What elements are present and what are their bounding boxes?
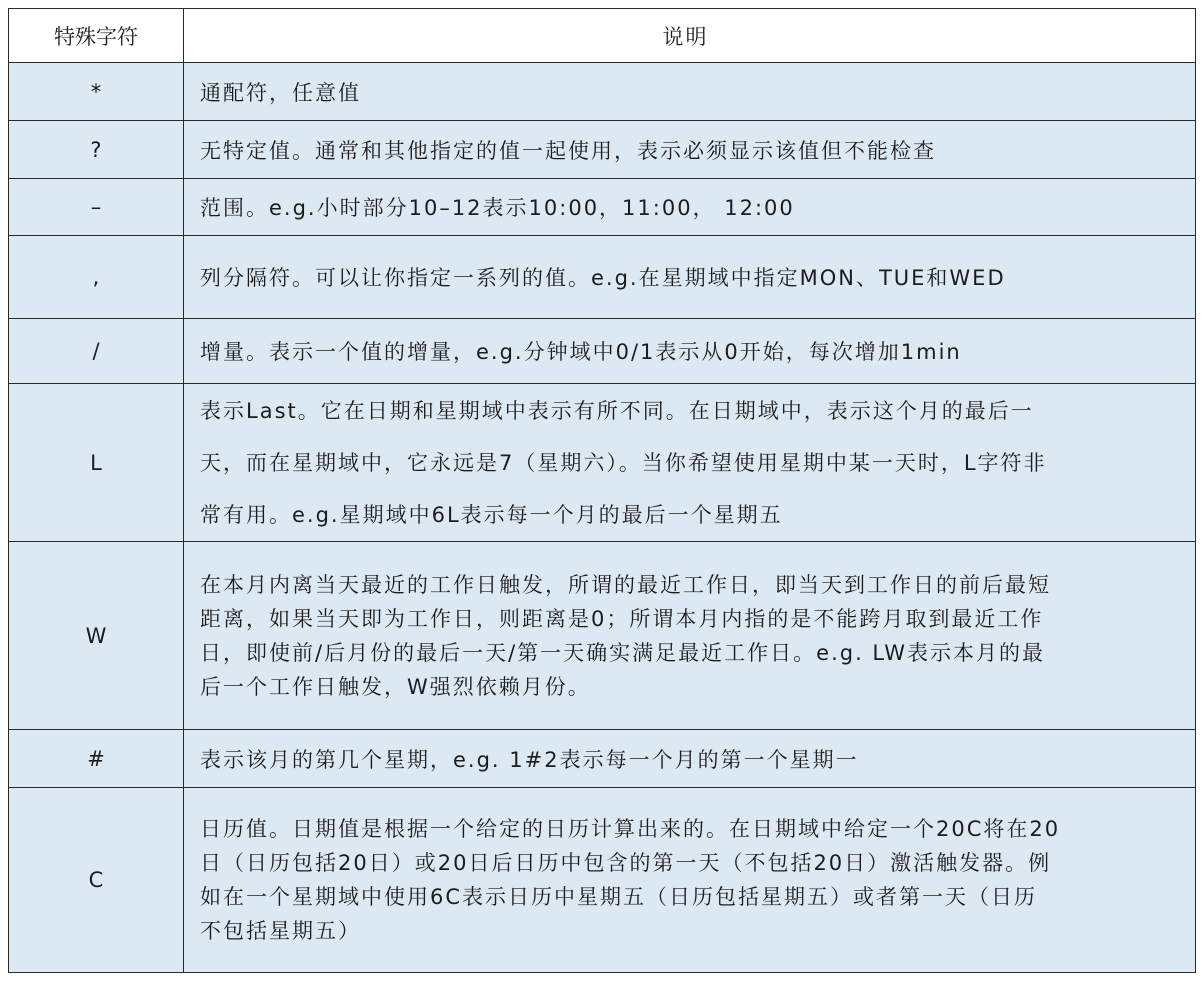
symbol-cell: /: [9, 319, 184, 383]
description-cell: [184, 179, 1195, 235]
description-cell: [184, 121, 1195, 178]
description-line: 列分隔符。可以让你指定一系列的值。e.g.在星期域中指定MON、TUE和WED: [200, 266, 1006, 290]
description-line: 不包括星期五）: [200, 919, 361, 943]
description-line: 通配符，任意值: [200, 80, 361, 105]
description-line: 天，而在星期域中，它永远是7（星期六）。当你希望使用星期中某一天时，L字符非: [200, 450, 1047, 475]
description-cell: [184, 384, 1195, 541]
table-row: [9, 319, 1195, 384]
table-header-symbol: 特殊字符: [9, 9, 184, 62]
description-line: 增量。表示一个值的增量，e.g.分钟域中0/1表示从0开始，每次增加1min: [200, 340, 962, 364]
symbol-cell: W: [9, 542, 184, 729]
description-cell: [184, 730, 1195, 787]
description-line: 距离，如果当天即为工作日，则距离是0；所谓本月内指的是不能跨月取到最近工作: [200, 606, 1044, 631]
table-row: [9, 730, 1195, 788]
symbol-cell: ,: [9, 236, 184, 318]
table-row: [9, 542, 1195, 730]
description-line: 表示Last。它在日期和星期域中表示有所不同。在日期域中，表示这个月的最后一: [200, 398, 1034, 423]
description-line: 范围。e.g.小时部分10–12表示10:00，11:00， 12:00: [200, 196, 795, 220]
description-line: 后一个工作日触发，W强烈依赖月份。: [200, 674, 591, 699]
symbol-cell: #: [9, 730, 184, 787]
description-cell: [184, 542, 1195, 729]
table-header-description: 说明: [662, 24, 709, 49]
description-line: 无特定值。通常和其他指定的值一起使用，表示必须显示该值但不能检查: [200, 138, 936, 163]
table-row: [9, 121, 1195, 179]
symbol-cell: *: [9, 63, 184, 120]
description-line: 在本月内离当天最近的工作日触发，所谓的最近工作日，即当天到工作日的前后最短: [200, 572, 1051, 597]
description-cell: [184, 319, 1195, 383]
description-line: 表示该月的第几个星期，e.g. 1#2表示每一个月的第一个星期一: [200, 747, 859, 772]
description-line: 日（日历包括20日）或20日后日历中包含的第一天（不包括20日）激活触发器。例: [200, 851, 1052, 875]
symbol-cell: –: [9, 179, 184, 235]
description-cell: [184, 788, 1195, 972]
description-cell: [184, 63, 1195, 120]
table-header-row: [9, 9, 1195, 63]
description-line: 如在一个星期域中使用6C表示日历中星期五（日历包括星期五）或者第一天（日历: [200, 885, 1038, 909]
description-line: 常有用。e.g.星期域中6L表示每一个月的最后一个星期五: [200, 502, 783, 527]
table-row: [9, 384, 1195, 542]
symbol-cell: C: [9, 788, 184, 972]
table-row: [9, 179, 1195, 236]
symbol-cell: ?: [9, 121, 184, 178]
cron-special-characters-table: [8, 8, 1196, 973]
description-line: 日，即使前/后月份的最后一天/第一天确实满足最近工作日。e.g. LW表示本月的最: [200, 640, 1045, 665]
symbol-cell: L: [9, 384, 184, 541]
table-row: [9, 788, 1195, 973]
table-row: [9, 236, 1195, 319]
description-line: 日历值。日期值是根据一个给定的日历计算出来的。在日期域中给定一个20C将在20: [200, 817, 1061, 841]
description-cell: [184, 236, 1195, 318]
table-row: [9, 63, 1195, 121]
